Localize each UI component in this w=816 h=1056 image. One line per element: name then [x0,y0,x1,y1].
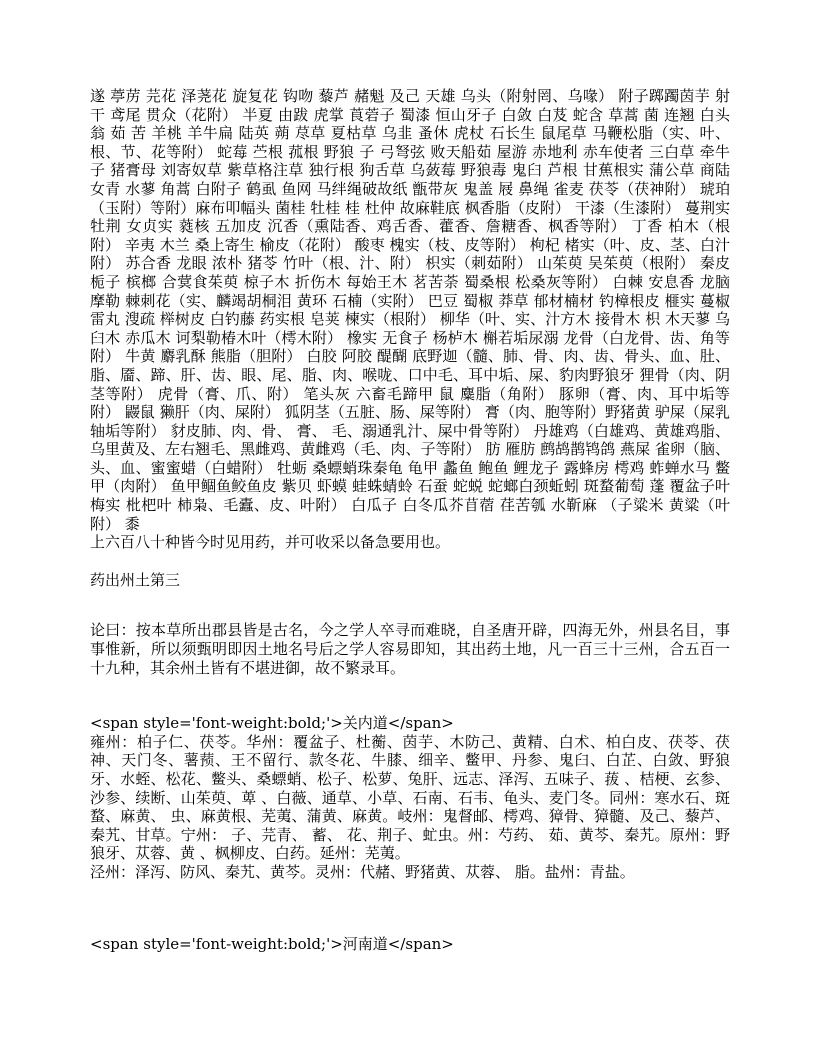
document-page [90,87,735,953]
list-summary: 上六百八十种皆今时见用药，并可收采以备急要用也。 [90,533,451,552]
henan-dao-heading-markup: <span style='font-weight:bold;'>河南道</span> [90,934,454,953]
drug-name-list: 遂 葶苈 芫花 泽荛花 旋复花 钩吻 藜芦 赭魁 及己 天雄 乌头（附射罔、乌喙） 附子踯躅茵芋 射干 鸢尾 贯众（花附） 半夏 由跋 虎掌 莨菪子 蜀漆 恒山牙子 白敛 白芨 蛇含 草蒿 菌 连翘 白头翁 茹 苦 羊桃 羊牛扁 陆英 蒴 荩草 夏枯草 乌韭 蚤休 虎杖 石长生 鼠尾草 马鞭松脂（实、叶、根、节、花等附） 蛇莓 苎根 菰根 野狼 子 弓弩弦 败天船茹 屋游 赤地利 赤车使者 三白草 牵牛子 猪膏母 刘寄奴草 紫草格注草 独行根 狗舌草 乌蔹莓 野狼毒 鬼臼 芦根 甘蕉根实 蒲公草 商陆 女青 水蓼 角蒿 白附子 鹤虱 鱼网 马绊绳破故纸 甑带灰 鬼盖 屐 鼻绳 雀麦 茯苓（茯神附） 琥珀（玉附）等附）麻布叩幅头 菌桂 牡桂 桂 杜仲 故麻鞋底 枫香脂（皮附） 干漆（生漆附） 蔓荆实牡荆 女贞实 蕤核 五加皮 沉香（熏陆香、鸡舌香、藿香、詹糖香、枫香等附） 丁香 柏木（根附） 辛夷 木兰 桑上寄生 榆皮（花附） 酸枣 槐实（枝、皮等附） 枸杞 楮实（叶、皮、茎、白汁附） 苏合香 龙眼 浓朴 猪苓 竹叶（根、汁、附） 枳实（刺茹附） 山茱萸 吴茱萸（根附） 秦皮 栀子 槟榔 合蓂食茱萸 椋子木 折伤木 每始王木 茗苦荼 蜀桑根 松桑灰等附） 白棘 安息香 龙脑 摩勒 棘刺花（实、麟竭胡桐泪 黄环 石楠（实附） 巴豆 蜀椒 莽草 郁材楠材 钓樟根皮 榧实 蔓椒 雷丸 溲疏 榉树皮 白钓藤 药实根 皂荚 楝实（根附） 柳华（叶、实、汁方木 接骨木 枳 木天蓼 乌臼木 赤瓜木 诃梨勒椿木叶（樗木附） 橡实 无食子 杨栌木 槲若垢尿溺 龙骨（白龙骨、齿、角等附） 牛黄 麝乳酥 熊脂（胆附） 白胶 阿胶 醍醐 底野迦（髓、肺、骨、肉、齿、骨头、血、肚、脂、靥、蹄、肝、齿、眼、尾、脂、肉、喉咙、口中毛、耳中垢、屎、豹肉野狼牙 狸骨（肉、阴茎等附） 虎骨（膏、爪、附） 笔头灰 六畜毛蹄甲 鼠 麋脂（角附） 豚卵（膏、肉、耳中垢等附） 鼹鼠 獭肝（肉、屎附） 狐阴茎（五脏、肠、屎等附） 膏（肉、胞等附）野猪黄 驴屎（屎乳轴垢等附） 豺皮肺、肉、骨、 膏、 毛、溺通乳汁、屎中骨等附） 丹雄鸡（白雄鸡、黄雄鸡脂、乌里黄及、左右翘毛、黑雌鸡、黄雌鸡（毛、肉、子等附） 肪 雁肪 鹧鸪鹊鸨鸽 燕屎 雀卵（脑、头、血、蜜蜜蜡（白蜡附） 牡蛎 桑螵蛸珠秦龟 龟甲 蠡鱼 鲍鱼 鲤龙子 露蜂房 樗鸡 蚱蝉水马 鳖甲（肉附） 鱼甲鲴鱼鲛鱼皮 紫贝 虾蟆 蛙蛛蜻蛉 石蚕 蛇蜕 蛇螂白颈蚯蚓 斑蝥葡萄 蓬 覆盆子叶梅实 枇杷叶 柿枭、毛蠹、皮、叶附） 白瓜子 白冬瓜芥苜蓿 荏苦瓠 水靳麻 （子粱米 黄粱（叶附） 黍 [90,87,735,533]
guannei-dao-heading-markup: <span style='font-weight:bold;'>关内道</span> [90,714,454,733]
discussion-paragraph: 论曰：按本草所出郡县皆是古名，今之学人卒寻而难晓，自圣唐开辟，四海无外，州县名目，事事惟新，所以须甄明即因土地名号后之学人容易即知，其出药土地，凡一百三十三州，合五百一十九种，其余州土皆有不堪进御，故不繁录耳。 [90,621,730,677]
guannei-dao-entries: 雍州：柏子仁、茯苓。华州：覆盆子、杜蘅、茵芋、木防己、黄精、白术、柏白皮、茯苓、茯神、天门冬、薯蓣、王不留行、款冬花、牛膝、细辛、鳖甲、丹参、鬼臼、白芷、白敛、野狼牙、水蛭、松花、鳖头、桑螵蛸、松子、松萝、兔肝、远志、泽泻、五味子、菝 、桔梗、玄参、沙参、续断、山茱萸、萆 、白薇、通草、小草、石南、石韦、龟头、麦门冬。同州：寒水石、斑蝥、麻黄、 虫、麻黄根、芜荑、蒲黄、麻黄。岐州：鬼督邮、樗鸡、獐骨、獐髓、及己、藜芦、秦艽、甘草。宁州： 子、芫青、 蓄、 花、荆子、虻虫。州：芍药、 茹、黄芩、秦艽。原州：野狼牙、苁蓉、黄 、枫柳皮、白药。延州：芜荑。 [90,732,730,863]
jingzhou-lingzhou-yanzhou-entries: 泾州：泽泻、防风、秦艽、黄芩。灵州：代赭、野猪黄、苁蓉、 脂。盐州：青盐。 [90,862,635,881]
chapter-heading: 药出州土第三 [90,570,181,589]
